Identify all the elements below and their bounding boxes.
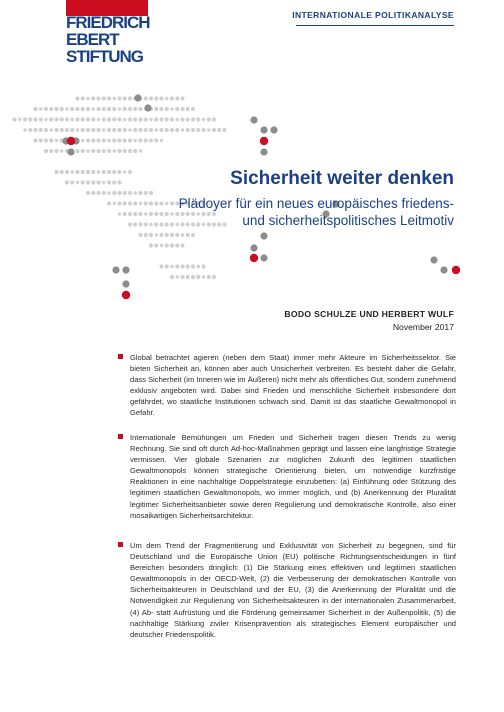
- pattern-dot: [123, 107, 127, 111]
- pattern-dot: [170, 96, 174, 100]
- pattern-dot: [97, 118, 100, 121]
- pattern-dot: [149, 128, 153, 132]
- bullet-text: Um dem Trend der Fragmentierung und Exklusivität von Sicherheit zu begegnen, sind für Deutschland und die Europäische Union (EU) politische Richtungsentscheidungen in fünf Bereichen besonders dringlich: (1) Die Stärkung eines effektiven und legitimen staatlichen Gewaltmonopols in der OECD-Welt, (2) die Verbesserung der demokratischen Kontrolle von Sicherheitsakteuren in Deutschland und der EU, (3) die Anerkennung der Pluralität und die Notwendigkeit zur Regulierung von Sicherheitsakteuren in der internationalen Zusammenarbeit, (4) Ab- statt Aufrüstung und die Förderung gemeinsamer Sicherheit in der Außenpolitik, (5) die nachhaltige Stärkung ziviler Krisenprävention als strategisches Element europäischer und deutscher Friedenspolitik.: [130, 541, 456, 639]
- pattern-dot: [23, 117, 27, 121]
- pattern-dot: [49, 138, 53, 142]
- pattern-dot: [102, 138, 106, 142]
- pattern-dot: [154, 107, 158, 111]
- pattern-dot: [180, 96, 184, 100]
- pattern-dot: [175, 264, 179, 268]
- pattern-dot: [165, 128, 169, 132]
- pattern-dot: [23, 128, 26, 131]
- pattern-dot: [91, 180, 95, 184]
- pattern-dot: [96, 96, 100, 100]
- pattern-dot: [107, 180, 111, 184]
- pattern-dot: [149, 96, 153, 100]
- pattern-dot: [191, 233, 195, 237]
- pattern-dot: [170, 233, 174, 237]
- pattern-dot: [76, 181, 79, 184]
- pattern-dot: [159, 233, 163, 237]
- pattern-dot: [144, 128, 148, 132]
- pattern-dot: [180, 243, 184, 247]
- pattern-dot: [33, 128, 37, 132]
- pattern-dot: [112, 107, 116, 111]
- pattern-dot: [128, 149, 132, 153]
- bullet-text: Global betrachtet agieren (neben dem Staat) immer mehr Akteure im Sicherheitssektor. Sie bieten Sicherheit an, können aber auch Unsicherheit verbreiten. Es besteht daher die Gefahr, dass Sicherheit (im Inneren wie im Äußeren) nicht mehr als öffentliches Gut, sondern zunehmend exklusiv angeboten wird. Dabei sind Frieden und menschliche Sicherheit insbesondere dort gefährdet, wo staatliche Institutionen schwach sind. Damit ist das staatliche Gewaltmonopol in Gefahr.: [130, 353, 456, 418]
- pattern-dot: [49, 117, 53, 121]
- pattern-dot: [176, 118, 179, 121]
- pattern-dot: [149, 243, 153, 247]
- pattern-dot: [440, 266, 447, 273]
- publication-date: November 2017: [392, 322, 454, 332]
- pattern-dot: [128, 128, 131, 131]
- pattern-dot: [50, 128, 53, 131]
- pattern-dot: [144, 104, 151, 111]
- pattern-dot: [207, 128, 210, 131]
- pattern-dot: [191, 275, 195, 279]
- pattern-dot: [107, 139, 110, 142]
- pattern-dot: [117, 117, 121, 121]
- pattern-dot: [186, 275, 190, 279]
- authors: BODO SCHULZE UND HERBERT WULF: [284, 309, 454, 319]
- pattern-dot: [160, 244, 163, 247]
- pattern-dot: [118, 107, 121, 110]
- pattern-dot: [102, 96, 106, 100]
- pattern-dot: [270, 126, 277, 133]
- pattern-dot: [250, 116, 257, 123]
- pattern-dot: [117, 180, 121, 184]
- pattern-dot: [180, 264, 184, 268]
- pattern-dot: [54, 170, 58, 174]
- summary-bullet: [130, 352, 456, 419]
- pattern-dot: [122, 280, 129, 287]
- pattern-dot: [112, 180, 116, 184]
- pattern-dot: [186, 233, 190, 237]
- pattern-dot: [196, 275, 200, 279]
- pattern-dot: [92, 107, 95, 110]
- pattern-dot: [81, 139, 84, 142]
- pattern-dot: [86, 180, 90, 184]
- pattern-dot: [138, 233, 142, 237]
- pattern-dot: [154, 117, 158, 121]
- pattern-dot: [138, 117, 142, 121]
- pattern-dot: [107, 128, 111, 132]
- pattern-dot: [181, 233, 184, 236]
- pattern-dot: [139, 149, 142, 152]
- pattern-dot: [65, 170, 69, 174]
- pattern-dot: [102, 170, 106, 174]
- pattern-dot: [102, 149, 106, 153]
- pattern-dot: [160, 139, 163, 142]
- pattern-dot: [144, 138, 148, 142]
- pattern-dot: [102, 128, 105, 131]
- pattern-dot: [117, 96, 121, 100]
- pattern-dot: [12, 117, 16, 121]
- pattern-dot: [60, 128, 64, 132]
- pattern-dot: [134, 139, 137, 142]
- pattern-dot: [33, 138, 37, 142]
- pattern-dot: [144, 233, 148, 237]
- pattern-dot: [91, 170, 95, 174]
- pattern-dot: [65, 107, 68, 110]
- pattern-dot: [65, 117, 69, 121]
- pattern-dot: [102, 107, 106, 111]
- bullet-text: Internationale Bemühungen um Frieden und Sicherheit tragen diesen Trends zu wenig Rechnung. Sie sind oft durch Ad-hoc-Maßnahmen geprägt und lassen eine langfristige Strategie vermissen. Vier globale Szenarien zur möglichen Zukunft des legitimen staatlichen Gewaltmonopols können strategische Orientierung bieten, um notwendige kurzfristige Reaktionen in eine nachhaltige Doppelstrategie einzubetten: (a) Einführung oder Stützung des legitimen staatlichen Gewaltmonopols, wo immer möglich, und (b) Anerkennung der Pluralität legitimer Sicherheitsanbieter sowie deren Regulierung und demokratische Kontrolle, also einer mosaikartigen Sicherheitsarchitektur.: [130, 433, 456, 520]
- pattern-dot: [28, 117, 32, 121]
- summary-bullet: [130, 432, 456, 521]
- subtitle-line-2: und sicherheitspolitisches Leitmotiv: [242, 213, 454, 228]
- pattern-dot: [91, 138, 95, 142]
- pattern-dot: [102, 117, 106, 121]
- pattern-dot: [176, 275, 179, 278]
- pattern-dot: [196, 128, 200, 132]
- pattern-dot: [260, 232, 267, 239]
- pattern-dot: [430, 256, 437, 263]
- pattern-dot: [91, 149, 95, 153]
- pattern-dot: [165, 264, 169, 268]
- pattern-dot: [91, 96, 95, 100]
- pattern-dot: [54, 117, 58, 121]
- pattern-dot: [49, 107, 53, 111]
- pattern-dot: [65, 128, 69, 132]
- pattern-dot: [86, 128, 90, 132]
- pattern-dot: [191, 128, 195, 132]
- pattern-dot: [55, 139, 58, 142]
- summary-bullet: [130, 540, 456, 640]
- pattern-dot: [165, 243, 169, 247]
- pattern-dot: [154, 138, 158, 142]
- pattern-dot: [186, 107, 190, 111]
- pattern-dot: [96, 180, 100, 184]
- pattern-dot: [86, 138, 90, 142]
- pattern-dot: [201, 128, 205, 132]
- pattern-dot: [107, 96, 111, 100]
- pattern-dot: [138, 128, 142, 132]
- pattern-dot: [39, 117, 43, 121]
- series-label: INTERNATIONALE POLITIKANALYSE: [292, 10, 454, 20]
- pattern-dot: [91, 117, 95, 121]
- bullet-square-icon: [118, 434, 123, 439]
- pattern-dot: [65, 180, 69, 184]
- pattern-dot: [44, 128, 48, 132]
- pattern-dot: [60, 107, 64, 111]
- pattern-dot: [175, 233, 179, 237]
- pattern-dot: [128, 107, 132, 111]
- pattern-dot: [159, 107, 163, 111]
- pattern-dot: [186, 264, 190, 268]
- pattern-dot: [191, 117, 195, 121]
- pattern-dot: [133, 149, 137, 153]
- logo-line-2: EBERT: [66, 30, 119, 49]
- pattern-dot: [107, 170, 111, 174]
- header-divider: [296, 25, 454, 26]
- pattern-dot: [260, 137, 268, 145]
- pattern-dot: [113, 97, 116, 100]
- page-subtitle: [94, 195, 454, 229]
- pattern-dot: [97, 170, 100, 173]
- pattern-dot: [123, 149, 127, 153]
- pattern-dot: [28, 128, 32, 132]
- pattern-dot: [44, 118, 47, 121]
- pattern-dot: [75, 96, 79, 100]
- pattern-dot: [107, 117, 111, 121]
- pattern-dot: [175, 96, 179, 100]
- pattern-dot: [186, 128, 190, 132]
- pattern-dot: [260, 148, 267, 155]
- pattern-dot: [81, 117, 85, 121]
- pattern-dot: [133, 117, 137, 121]
- pattern-dot: [81, 180, 85, 184]
- pattern-dot: [96, 149, 100, 153]
- pattern-dot: [144, 117, 148, 121]
- subtitle-line-1: Plädoyer für ein neues europäisches friedens-: [178, 196, 454, 211]
- pattern-dot: [170, 243, 174, 247]
- pattern-dot: [33, 117, 37, 121]
- pattern-dot: [175, 107, 179, 111]
- pattern-dot: [112, 138, 116, 142]
- pattern-dot: [180, 275, 184, 279]
- pattern-dot: [67, 148, 74, 155]
- pattern-dot: [170, 128, 174, 132]
- pattern-dot: [133, 107, 137, 111]
- pattern-dot: [33, 107, 37, 111]
- pattern-dot: [81, 128, 85, 132]
- pattern-dot: [70, 180, 74, 184]
- pattern-dot: [112, 117, 116, 121]
- pattern-dot: [207, 275, 211, 279]
- pattern-dot: [75, 149, 79, 153]
- pattern-dot: [260, 254, 267, 261]
- pattern-dot: [86, 191, 90, 195]
- pattern-dot: [149, 233, 153, 237]
- pattern-dot: [123, 170, 126, 173]
- pattern-dot: [113, 149, 116, 152]
- pattern-dot: [149, 138, 153, 142]
- pattern-dot: [212, 128, 216, 132]
- pattern-dot: [71, 118, 74, 121]
- pattern-dot: [186, 117, 190, 121]
- pattern-dot: [165, 233, 169, 237]
- pattern-dot: [54, 128, 58, 132]
- bullet-square-icon: [118, 354, 123, 359]
- pattern-dot: [39, 138, 43, 142]
- pattern-dot: [54, 107, 58, 111]
- pattern-dot: [60, 170, 64, 174]
- pattern-dot: [44, 149, 48, 153]
- pattern-dot: [170, 117, 174, 121]
- pattern-dot: [86, 149, 89, 152]
- pattern-dot: [155, 128, 158, 131]
- pattern-dot: [452, 266, 460, 274]
- pattern-dot: [44, 138, 48, 142]
- pattern-dot: [133, 128, 137, 132]
- pattern-dot: [86, 117, 90, 121]
- pattern-dot: [149, 118, 152, 121]
- pattern-dot: [165, 117, 169, 121]
- pattern-dot: [196, 117, 200, 121]
- pattern-dot: [175, 243, 179, 247]
- pattern-dot: [39, 128, 43, 132]
- logo-line-3: STIFTUNG: [66, 47, 143, 66]
- pattern-dot: [128, 170, 132, 174]
- pattern-dot: [170, 107, 173, 110]
- pattern-dot: [170, 265, 173, 268]
- pattern-dot: [181, 128, 184, 131]
- pattern-dot: [191, 107, 195, 111]
- pattern-dot: [165, 97, 168, 100]
- pattern-dot: [180, 107, 184, 111]
- pattern-dot: [96, 128, 100, 132]
- pattern-dot: [128, 138, 132, 142]
- pattern-dot: [201, 264, 205, 268]
- pattern-dot: [207, 117, 211, 121]
- pattern-dot: [70, 128, 74, 132]
- pattern-dot: [123, 96, 127, 100]
- pattern-dot: [112, 128, 116, 132]
- pattern-dot: [159, 96, 163, 100]
- pattern-dot: [170, 275, 174, 279]
- pattern-dot: [138, 138, 142, 142]
- pattern-dot: [202, 275, 205, 278]
- pattern-dot: [75, 117, 79, 121]
- pattern-dot: [122, 266, 129, 273]
- pattern-dot: [75, 107, 79, 111]
- pattern-dot: [96, 107, 100, 111]
- pattern-dot: [250, 254, 258, 262]
- pattern-dot: [86, 97, 89, 100]
- pattern-dot: [222, 128, 226, 132]
- pattern-dot: [159, 264, 163, 268]
- page-title: Sicherheit weiter denken: [230, 168, 454, 189]
- pattern-dot: [70, 107, 74, 111]
- pattern-dot: [250, 244, 257, 251]
- fes-logo: [66, 0, 148, 74]
- pattern-dot: [81, 96, 85, 100]
- pattern-dot: [86, 107, 90, 111]
- pattern-dot: [144, 96, 148, 100]
- pattern-dot: [138, 107, 142, 111]
- pattern-dot: [60, 117, 64, 121]
- pattern-dot: [128, 96, 132, 100]
- pattern-dot: [44, 107, 48, 111]
- pattern-dot: [102, 181, 105, 184]
- pattern-dot: [123, 128, 127, 132]
- pattern-dot: [154, 96, 158, 100]
- pattern-dot: [202, 118, 205, 121]
- pattern-dot: [49, 149, 53, 153]
- pattern-dot: [107, 107, 111, 111]
- pattern-dot: [54, 149, 58, 153]
- pattern-dot: [117, 138, 121, 142]
- pattern-dot: [81, 149, 85, 153]
- pattern-dot: [123, 118, 126, 121]
- pattern-dot: [112, 170, 116, 174]
- pattern-dot: [39, 107, 42, 110]
- pattern-dot: [128, 117, 132, 121]
- pattern-dot: [18, 118, 21, 121]
- pattern-dot: [117, 128, 121, 132]
- pattern-dot: [217, 128, 221, 132]
- pattern-dot: [67, 137, 75, 145]
- pattern-dot: [81, 107, 85, 111]
- pattern-dot: [75, 170, 79, 174]
- pattern-dot: [154, 243, 158, 247]
- pattern-dot: [91, 128, 95, 132]
- pattern-dot: [212, 275, 216, 279]
- pattern-dot: [122, 291, 130, 299]
- pattern-dot: [191, 264, 195, 268]
- pattern-dot: [117, 149, 121, 153]
- pattern-dot: [197, 265, 200, 268]
- pattern-dot: [159, 128, 163, 132]
- pattern-dot: [180, 117, 184, 121]
- bullet-square-icon: [118, 542, 123, 547]
- logo-line-1: FRIEDRICH: [66, 13, 150, 32]
- pattern-dot: [175, 128, 179, 132]
- pattern-dot: [134, 94, 141, 101]
- pattern-dot: [159, 117, 163, 121]
- pattern-dot: [107, 149, 111, 153]
- pattern-dot: [60, 149, 63, 152]
- pattern-dot: [212, 117, 216, 121]
- pattern-dot: [123, 138, 127, 142]
- pattern-dot: [260, 126, 267, 133]
- pattern-dot: [165, 107, 169, 111]
- pattern-dot: [71, 170, 74, 173]
- pattern-dot: [112, 266, 119, 273]
- pattern-dot: [117, 170, 121, 174]
- pattern-dot: [96, 138, 100, 142]
- pattern-dot: [86, 170, 90, 174]
- pattern-dot: [76, 128, 79, 131]
- pattern-dot: [81, 170, 85, 174]
- pattern-dot: [155, 233, 158, 236]
